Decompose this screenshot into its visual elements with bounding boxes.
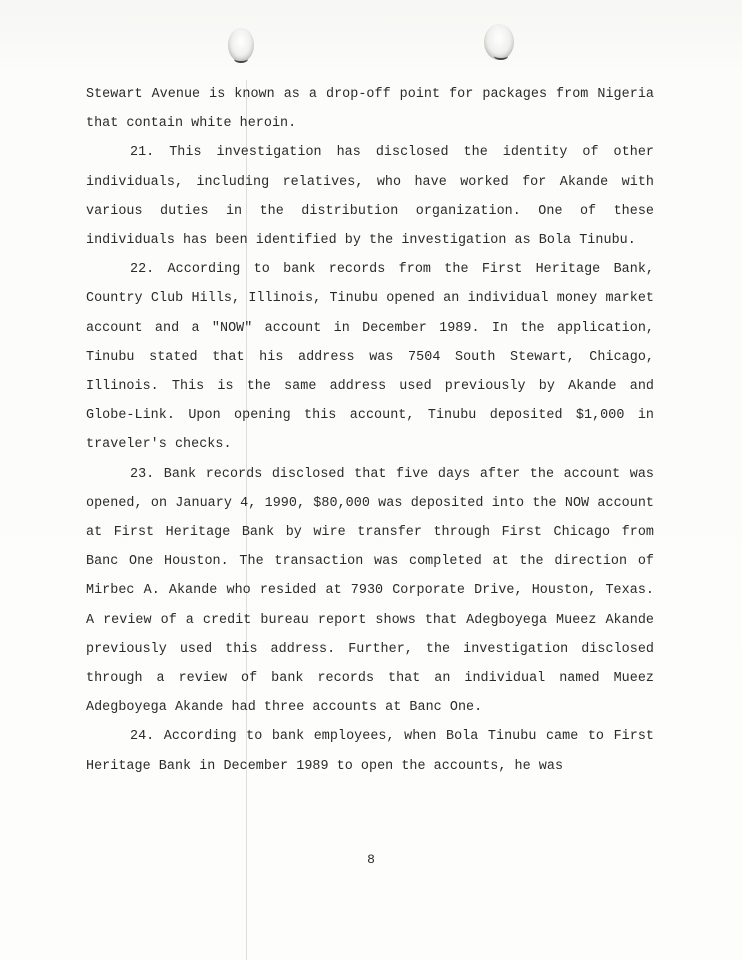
page-number: 8 [367, 852, 375, 867]
hole-shadow-left [234, 55, 248, 63]
paragraph-22: 22. According to bank records from the First Heritage Bank, Country Club Hills, Illinois, Tinubu opened an individual money market account and a "NOW" account in December 1989. In the application, Tinubu stated that his address was 7504 South Stewart, Chicago, Illinois. This is the same address used previously by Akande and Globe-Link. Upon opening this account, Tinubu deposited $1,000 in traveler's checks. [86, 262, 654, 453]
paragraph-continuation: Stewart Avenue is known as a drop-off point for packages from Nigeria that contain white heroin. [86, 87, 654, 132]
hole-shadow-right [494, 52, 508, 60]
paragraph-24: 24. According to bank employees, when Bola Tinubu came to First Heritage Bank in December 1989 to open the accounts, he was [86, 729, 654, 774]
paragraph-21: 21. This investigation has disclosed the identity of other individuals, including relatives, who have worked for Akande with various duties in the distribution organization. One of these individuals has been identified by the investigation as Bola Tinubu. [86, 145, 654, 249]
paragraph-23: 23. Bank records disclosed that five days after the account was opened, on January 4, 1990, $80,000 was deposited into the NOW account at First Heritage Bank by wire transfer through First Chicago from Banc One Houston. The transaction was completed at the direction of Mirbec A. Akande who resided at 7930 Corporate Drive, Houston, Texas. A review of a credit bureau report shows that Adegboyega Mueez Akande previously used this address. Further, the investigation disclosed through a review of bank records that an individual named Mueez Adegboyega Akande had three accounts at Banc One. [86, 466, 654, 716]
document-body [86, 80, 654, 781]
